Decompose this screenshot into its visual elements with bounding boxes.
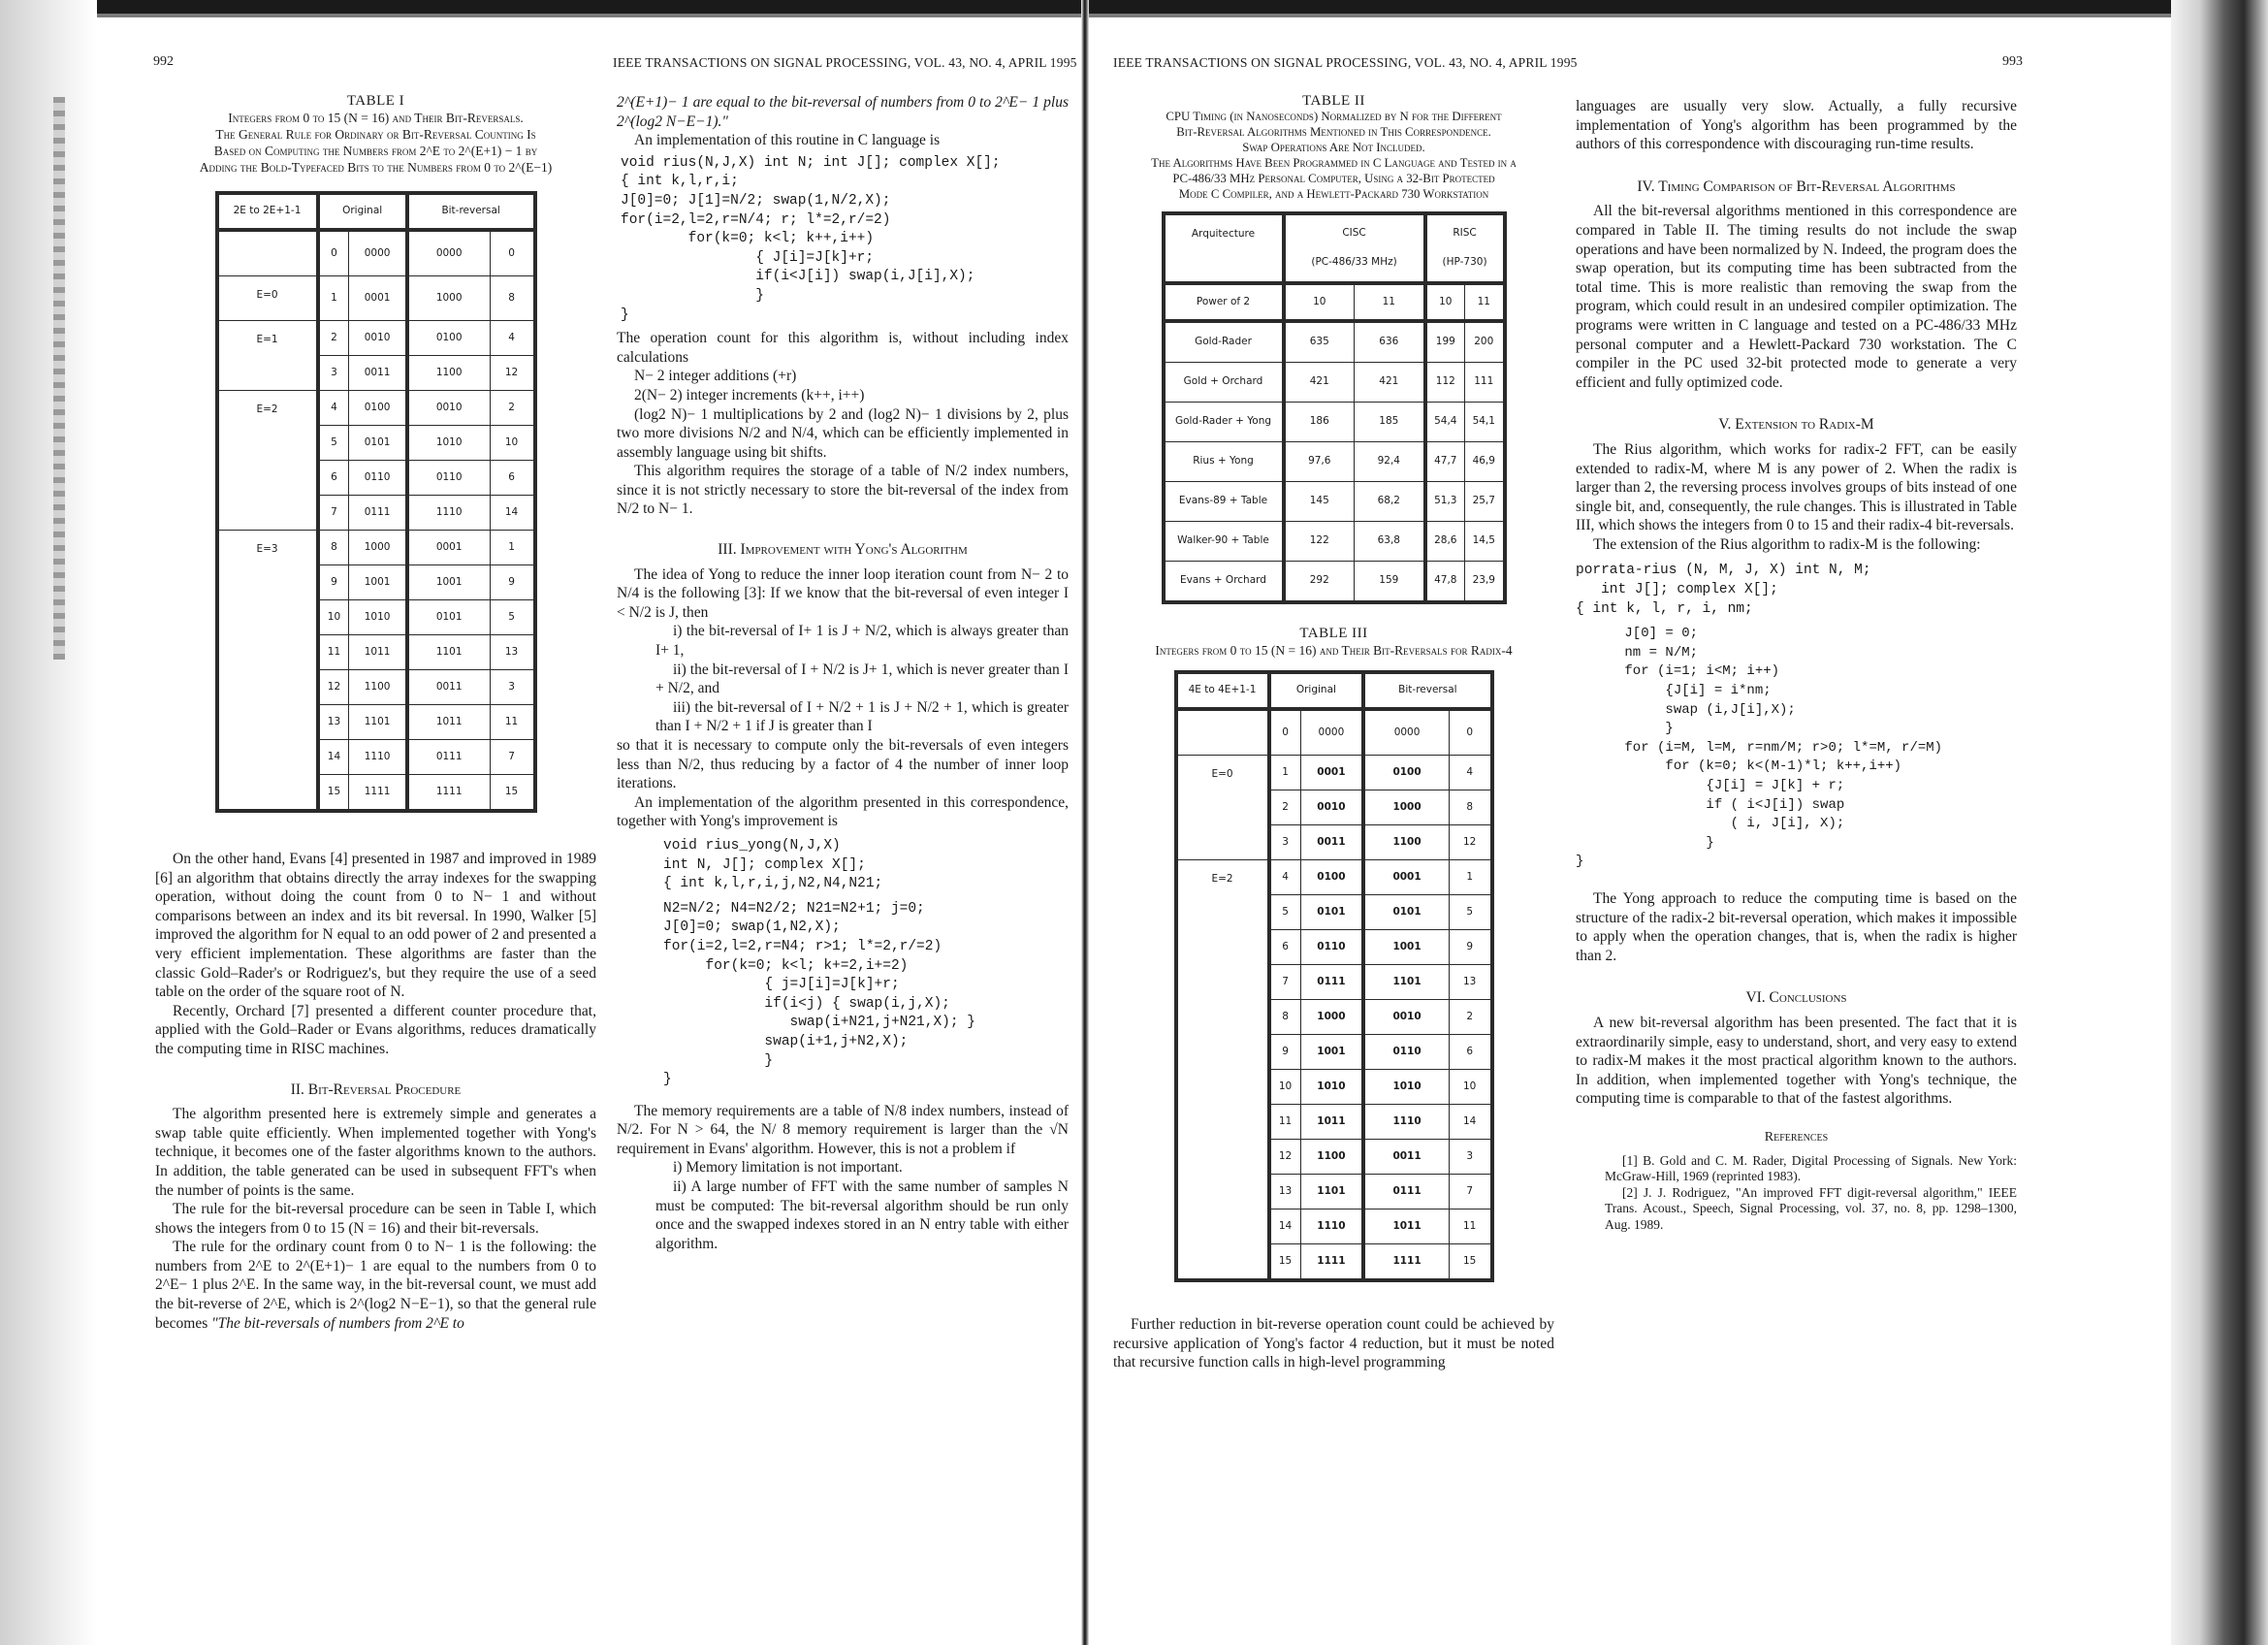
- timing-value: 63,8: [1355, 522, 1425, 562]
- code-porrata-rius-decl: porrata-rius (N, M, J, X) int N, M; int J[]; complex X[]; { int k, l, r, i, nm;: [1576, 563, 1871, 617]
- table-cell: 15: [490, 775, 534, 812]
- timing-value: 421: [1284, 363, 1355, 403]
- table-cell: 1101: [1363, 965, 1449, 1000]
- timing-value: 111: [1465, 363, 1505, 403]
- table-cell: 6: [1449, 1035, 1491, 1070]
- table-cell: 0011: [349, 356, 407, 391]
- table2-caption: [1113, 93, 1554, 202]
- table-row: [1164, 363, 1505, 403]
- table1-header: Original: [318, 193, 407, 230]
- table-cell: 12: [1269, 1140, 1301, 1175]
- table-cell: 1111: [1300, 1244, 1363, 1281]
- table-cell: 9: [490, 565, 534, 600]
- table-cell: 0011: [407, 670, 490, 705]
- table2-caption-line: The Algorithms Have Been Programmed in C Language and Tested in a: [1151, 156, 1517, 170]
- table-row: [1164, 562, 1505, 603]
- scan-binding-mark: [53, 97, 65, 660]
- timing-value: 23,9: [1465, 562, 1505, 603]
- scan-top-shadow: [0, 14, 2268, 17]
- paragraph: Recently, Orchard [7] presented a different counter procedure that, applied with the Gold–Rader or Evans algorithms, reduces dramatically the computing time in RISC machines.: [155, 1002, 596, 1057]
- table-cell: 12: [1449, 825, 1491, 860]
- scan-right-edge: [2171, 0, 2268, 1645]
- table-cell: 15: [318, 775, 349, 812]
- timing-value: 68,2: [1355, 482, 1425, 522]
- table-cell: 1: [318, 276, 349, 321]
- table-cell: 0: [1269, 709, 1301, 756]
- table-cell: 0010: [407, 391, 490, 426]
- table-row: [217, 531, 535, 565]
- section-heading-4: IV. Timing Comparison of Bit-Reversal Algorithms: [1637, 177, 1956, 195]
- table1-title: TABLE I: [346, 93, 405, 109]
- table-cell: 0100: [349, 391, 407, 426]
- table-cell: 11: [490, 705, 534, 740]
- table-cell: 3: [318, 356, 349, 391]
- paragraph: so that it is necessary to compute only the bit-reversals of even integers less than N/2, thus reducing by a factor of 4 the number of inner loop iterations.: [617, 737, 1069, 792]
- paragraph: This algorithm requires the storage of a table of N/2 index numbers, since it is not strictly necessary to store the bit-reversal of the index from N/2 to N− 1.: [617, 463, 1069, 518]
- algorithm-name: Evans + Orchard: [1164, 562, 1284, 603]
- table-cell: 1011: [349, 635, 407, 670]
- table-row: [217, 321, 535, 356]
- table-cell: 4: [1269, 860, 1301, 895]
- table-cell: 0001: [407, 531, 490, 565]
- table2-caption-line: CPU Timing (in Nanoseconds) Normalized by N for the Different: [1166, 110, 1502, 123]
- table2-header-cisc: [1284, 213, 1425, 283]
- table-cell: 0000: [1300, 709, 1363, 756]
- table-cell: 1100: [1300, 1140, 1363, 1175]
- table-cell: 2: [1449, 1000, 1491, 1035]
- table-cell: 0010: [349, 321, 407, 356]
- table2-power-label: Power of 2: [1164, 283, 1284, 321]
- table-cell: 0000: [1363, 709, 1449, 756]
- table-cell: 1011: [407, 705, 490, 740]
- table-cell: 1100: [1363, 825, 1449, 860]
- column-1: [155, 93, 596, 1333]
- algorithm-name: Gold-Rader + Yong: [1164, 403, 1284, 442]
- table-cell: 1: [490, 531, 534, 565]
- table2-caption-line: Mode C Compiler, and a Hewlett-Packard 730 Workstation: [1178, 187, 1489, 201]
- paragraph: languages are usually very slow. Actually, a fully recursive implementation of Yong's algorithm has been programmed by the authors of this correspondence with discouraging run-time results.: [1576, 98, 2017, 153]
- column-4: [1576, 97, 2017, 1233]
- table-cell: 2: [490, 391, 534, 426]
- column-3: [1113, 93, 1554, 1372]
- paragraph: A new bit-reversal algorithm has been presented. The fact that it is extraordinarily simple, easy to understand, short, and very easy to extend to radix-M makes it the most practical algorithm known to the authors. In addition, when implemented together with Yong's technique, the computing time is comparable to that of the fastest algorithms.: [1576, 1014, 2017, 1108]
- list-item: ii) the bit-reversal of I + N/2 is J+ 1, which is never greater than I + N/2, and: [655, 661, 1069, 697]
- timing-value: 25,7: [1465, 482, 1505, 522]
- timing-value: 54,4: [1425, 403, 1465, 442]
- table-cell: 0001: [1363, 860, 1449, 895]
- timing-value: 14,5: [1465, 522, 1505, 562]
- timing-value: 112: [1425, 363, 1465, 403]
- table1-caption-line: Adding the Bold-Typefaced Bits to the Numbers from 0 to 2^(E−1): [199, 160, 553, 175]
- timing-value: 122: [1284, 522, 1355, 562]
- table-cell: 1110: [1300, 1210, 1363, 1244]
- table-cell: 0111: [1363, 1175, 1449, 1210]
- section-heading-3: III. Improvement with Yong's Algorithm: [718, 541, 968, 559]
- table3-title: TABLE III: [1299, 626, 1368, 641]
- table-cell: 10: [318, 600, 349, 635]
- table-cell: 11: [318, 635, 349, 670]
- table-row: [1164, 522, 1505, 562]
- timing-value: 92,4: [1355, 442, 1425, 482]
- timing-value: 54,1: [1465, 403, 1505, 442]
- table-cell: 13: [1449, 965, 1491, 1000]
- table3-caption-line: Integers from 0 to 15 (N = 16) and Their Bit-Reversals for Radix-4: [1155, 643, 1513, 658]
- table-cell: 10: [490, 426, 534, 461]
- table-cell: 7: [1269, 965, 1301, 1000]
- table-row: [1164, 482, 1505, 522]
- timing-value: 636: [1355, 321, 1425, 363]
- table-cell: 0101: [349, 426, 407, 461]
- timing-value: 186: [1284, 403, 1355, 442]
- timing-value: 51,3: [1425, 482, 1465, 522]
- table-cell: 0011: [1363, 1140, 1449, 1175]
- table-cell: 5: [1269, 895, 1301, 930]
- scan-left-edge: [0, 0, 97, 1645]
- table-cell: 1100: [407, 356, 490, 391]
- table-cell: 3: [1449, 1140, 1491, 1175]
- table-cell: 9: [1449, 930, 1491, 965]
- table-row: [217, 276, 535, 321]
- table-row: [217, 391, 535, 426]
- table-cell: 15: [1269, 1244, 1301, 1281]
- table1-group: E=0: [217, 276, 318, 321]
- table-cell: 14: [318, 740, 349, 775]
- paragraph: [155, 1238, 596, 1333]
- list-item: ii) A large number of FFT with the same number of samples N must be computed: The bit-reversal algorithm should be run only once and the swapped indexes stored in an N entry table with either algorithm.: [655, 1178, 1069, 1252]
- table2-header-risc-sub: (HP-730): [1442, 256, 1487, 268]
- table-cell: 5: [490, 600, 534, 635]
- paragraph-text: The rule for the ordinary count from 0 to N− 1 is the following: the numbers from 2^E to 2^(E+1)− 1 are equal to the numbers from 0 to 2^E− 1 plus 2^E. In the same way, in the bit-reversal count, we must add the bit-reverse of 2^E, which is 2^(log2 N−E−1), so that the general rule becomes: [155, 1239, 596, 1332]
- table2-header-risc-label: RISC: [1453, 227, 1477, 240]
- paragraph: The operation count for this algorithm is, without including index calculations: [617, 330, 1069, 366]
- table-cell: 13: [490, 635, 534, 670]
- paragraph: The rule for the bit-reversal procedure can be seen in Table I, which shows the integers from 0 to 15 (N = 16) and their bit-reversals.: [155, 1201, 596, 1237]
- table-cell: 1111: [1363, 1244, 1449, 1281]
- timing-value: 200: [1465, 321, 1505, 363]
- algorithm-name: Walker-90 + Table: [1164, 522, 1284, 562]
- table1-caption-line: Integers from 0 to 15 (N = 16) and Their Bit-Reversals.: [228, 111, 524, 125]
- table3-caption: [1113, 626, 1554, 659]
- section-heading-6: VI. Conclusions: [1745, 989, 1847, 1007]
- table-cell: 12: [318, 670, 349, 705]
- algorithm-name: Evans-89 + Table: [1164, 482, 1284, 522]
- table-cell: 1001: [407, 565, 490, 600]
- table1-group: E=3: [217, 531, 318, 812]
- list-item: i) Memory limitation is not important.: [673, 1159, 903, 1177]
- table-cell: 1010: [349, 600, 407, 635]
- table2: [1162, 211, 1507, 604]
- table-cell: 1011: [1363, 1210, 1449, 1244]
- table1-group: [217, 230, 318, 276]
- algorithm-name: Rius + Yong: [1164, 442, 1284, 482]
- table-cell: 4: [318, 391, 349, 426]
- table-cell: 1010: [1363, 1070, 1449, 1105]
- table-cell: 1111: [407, 775, 490, 812]
- list-item: i) the bit-reversal of I+ 1 is J + N/2, which is always greater than I+ 1,: [655, 623, 1069, 660]
- table-cell: 5: [318, 426, 349, 461]
- algorithm-name: Gold + Orchard: [1164, 363, 1284, 403]
- page-number-right: 993: [2002, 54, 2023, 69]
- table-cell: 0111: [1300, 965, 1363, 1000]
- table-cell: 1: [1269, 756, 1301, 790]
- table-cell: 0100: [1300, 860, 1363, 895]
- table-cell: 1000: [407, 276, 490, 321]
- code-porrata-rius-body: J[0] = 0; nm = N/M; for (i=1; i<M; i++) {J[i] = i*nm; swap (i,J[i],X); } for (i=M, l=M, r=nm/M; r>0; l*=M, r/=M) for (k=0; k<(M-1)*l; k++,i++) {J[i] = J[k] + r; if ( i<J[i]) swap ( i, J[i], X); } }: [1576, 626, 1943, 870]
- table-row: [1164, 442, 1505, 482]
- table1-header: Bit-reversal: [407, 193, 535, 230]
- table3-header: Original: [1269, 672, 1364, 709]
- table-cell: 0010: [1363, 1000, 1449, 1035]
- paragraph: The idea of Yong to reduce the inner loop iteration count from N− 2 to N/4 is the following [3]: If we know that the bit-reversal of even integer I < N/2 is J, then: [617, 565, 1069, 621]
- timing-value: 185: [1355, 403, 1425, 442]
- table-row: [1164, 321, 1505, 363]
- table-row: [1176, 756, 1492, 790]
- table-cell: 0111: [349, 496, 407, 531]
- table-cell: 10: [1449, 1070, 1491, 1105]
- table2-power: 10: [1284, 283, 1355, 321]
- reference-item: [2] J. J. Rodriguez, "An improved FFT digit-reversal algorithm," IEEE Trans. Acoust., Speech, Signal Processing, vol. 37, no. 8, pp. 1298–1300, Aug. 1989.: [1605, 1184, 2017, 1232]
- paragraph: The Rius algorithm, which works for radix-2 FFT, can be easily extended to radix-M, where M is any power of 2. When the radix is larger than 2, the reversing process involves groups of bits instead of one single bit, and, consequently, the rule changes. This is illustrated in Table III, which shows the integers from 0 to 15 and their radix-4 bit-reversals.: [1576, 440, 2017, 534]
- section-heading-5: V. Extension to Radix-M: [1718, 416, 1874, 434]
- paragraph: An implementation of this routine in C language is: [634, 132, 941, 149]
- table2-header-cisc-label: CISC: [1342, 227, 1366, 240]
- table-cell: 14: [1449, 1105, 1491, 1140]
- timing-value: 145: [1284, 482, 1355, 522]
- table1-caption: [155, 93, 596, 176]
- table2-header-cisc-sub: (PC-486/33 MHz): [1311, 256, 1397, 268]
- table2-caption-line: Bit-Reversal Algorithms Mentioned in This Correspondence.: [1176, 125, 1491, 139]
- table2-caption-line: PC-486/33 MHz Personal Computer, Using a 32-Bit Protected: [1172, 172, 1495, 185]
- table-cell: 0001: [1300, 756, 1363, 790]
- table-cell: 7: [1449, 1175, 1491, 1210]
- paragraph: Further reduction in bit-reverse operation count could be achieved by recursive application of Yong's factor 4 reduction, but it must be noted that recursive function calls in high-level programming: [1113, 1316, 1554, 1371]
- table-cell: 0101: [407, 600, 490, 635]
- table-cell: 8: [318, 531, 349, 565]
- table-cell: 0: [490, 230, 534, 276]
- table-cell: 14: [490, 496, 534, 531]
- table2-power: 10: [1425, 283, 1465, 321]
- table3-header: 4E to 4E+1-1: [1176, 672, 1269, 709]
- timing-value: 47,8: [1425, 562, 1465, 603]
- table-cell: 1110: [349, 740, 407, 775]
- timing-value: 199: [1425, 321, 1465, 363]
- table-cell: 1000: [1300, 1000, 1363, 1035]
- op-count-item: (log2 N)− 1 multiplications by 2 and (log2 N)− 1 divisions by 2, plus two more divisions N/2 and N/4, which can be efficiently implemented in assembly language using bit shifts.: [617, 405, 1069, 461]
- scan-top-edge: [0, 0, 2268, 14]
- table2-power: 11: [1355, 283, 1425, 321]
- timing-value: 46,9: [1465, 442, 1505, 482]
- table3-group: E=2: [1176, 860, 1269, 1281]
- table-cell: 1101: [1300, 1175, 1363, 1210]
- table3-group: E=0: [1176, 756, 1269, 860]
- table2-power: 11: [1465, 283, 1505, 321]
- table-cell: 1001: [349, 565, 407, 600]
- table-cell: 1110: [1363, 1105, 1449, 1140]
- table-cell: 2: [1269, 790, 1301, 825]
- table-cell: 0: [318, 230, 349, 276]
- rule-quote: "The bit-reversals of numbers from 2^E to: [211, 1314, 464, 1332]
- paragraph: An implementation of the algorithm presented in this correspondence, together with Yong's improvement is: [617, 793, 1069, 830]
- references-heading: References: [1764, 1129, 1829, 1145]
- table2-caption-line: Swap Operations Are Not Included.: [1242, 141, 1425, 154]
- table-cell: 0101: [1300, 895, 1363, 930]
- table-cell: 3: [1269, 825, 1301, 860]
- table-cell: 4: [1449, 756, 1491, 790]
- table1: [215, 191, 537, 813]
- table-cell: 0111: [407, 740, 490, 775]
- table-cell: 1001: [1363, 930, 1449, 965]
- table-cell: 1011: [1300, 1105, 1363, 1140]
- paragraph: The algorithm presented here is extremely simple and generates a swap table quite efficiently. When implemented together with Yong's technique, it becomes one of the faster algorithms known to the authors. In addition, the table generated can be used in subsequent FFT's when the number of points is the same.: [155, 1106, 596, 1199]
- algorithm-name: Gold-Rader: [1164, 321, 1284, 363]
- table-cell: 5: [1449, 895, 1491, 930]
- table-cell: 1010: [407, 426, 490, 461]
- table-cell: 15: [1449, 1244, 1491, 1281]
- table1-group: E=2: [217, 391, 318, 531]
- code-rius-yong-body: N2=N/2; N4=N2/2; N21=N2+1; j=0; J[0]=0; swap(1,N2,X); for(i=2,l=2,r=N4; r>1; l*=2,r/=2) for(k=0; k<l; k+=2,i+=2) { j=J[i]=J[k]+r; if(i<j) { swap(i,j,X); swap(i+N21,j+N21,X); } swap(i+1,j+N2,X); } }: [663, 900, 975, 1088]
- table-cell: 1101: [349, 705, 407, 740]
- table-cell: 0001: [349, 276, 407, 321]
- timing-value: 28,6: [1425, 522, 1465, 562]
- table-cell: 3: [490, 670, 534, 705]
- table-cell: 9: [318, 565, 349, 600]
- table-cell: 6: [1269, 930, 1301, 965]
- table-cell: 0110: [1363, 1035, 1449, 1070]
- table-cell: 1010: [1300, 1070, 1363, 1105]
- table-cell: 7: [490, 740, 534, 775]
- table-cell: 0000: [349, 230, 407, 276]
- table-cell: 1101: [407, 635, 490, 670]
- table-cell: 1110: [407, 496, 490, 531]
- table-cell: 0110: [407, 461, 490, 496]
- timing-value: 635: [1284, 321, 1355, 363]
- column-2: [617, 93, 1069, 1253]
- running-head-left: IEEE TRANSACTIONS ON SIGNAL PROCESSING, VOL. 43, NO. 4, APRIL 1995: [613, 55, 1077, 70]
- timing-value: 159: [1355, 562, 1425, 603]
- book-spine: [1081, 0, 1089, 1645]
- op-count-item: 2(N− 2) integer increments (k++, i++): [634, 386, 865, 403]
- list-item: iii) the bit-reversal of I + N/2 + 1 is J + N/2 + 1, which is greater than I + N/2 + 1 if J is greater than I: [655, 698, 1069, 735]
- table-cell: 6: [318, 461, 349, 496]
- table-cell: 1: [1449, 860, 1491, 895]
- table-cell: 1100: [349, 670, 407, 705]
- table3: [1174, 670, 1494, 1282]
- code-rius: void rius(N,J,X) int N; int J[]; complex X[]; { int k,l,r,i; J[0]=0; J[1]=N/2; swap(1,N/2,X); for(i=2,l=2,r=N/4; r; l*=2,r/=2) for(k=0; k<l; k++,i++) { J[i]=J[k]+r; if(i<J[i]) swap(i,J[i],X); } }: [621, 154, 1001, 323]
- table1-caption-line: The General Rule for Ordinary or Bit-Reversal Counting Is: [215, 127, 536, 142]
- table-cell: 11: [1449, 1210, 1491, 1244]
- timing-value: 47,7: [1425, 442, 1465, 482]
- table-cell: 0: [1449, 709, 1491, 756]
- table-cell: 13: [1269, 1175, 1301, 1210]
- table-cell: 2: [318, 321, 349, 356]
- table-cell: 0101: [1363, 895, 1449, 930]
- table-cell: 12: [490, 356, 534, 391]
- table-cell: 4: [490, 321, 534, 356]
- timing-value: 421: [1355, 363, 1425, 403]
- table3-group: [1176, 709, 1269, 756]
- table-row: [1176, 860, 1492, 895]
- paragraph: All the bit-reversal algorithms mentioned in this correspondence are compared in Table II. The timing results do not include the swap operations and have been normalized by N. Indeed, the program does the swap operation, but its computing time has been subtracted from the total time. This is more realistic than removing the swap from the program, which could result in an undesired compiler optimization. The programs were written in C language and tested on a PC-486/33 MHz personal computer and a Hewlett-Packard 730 workstation. The C compiler in the PC used 32-bit protected mode to generate a very efficient and fully optimized code.: [1576, 203, 2017, 391]
- table-cell: 0000: [407, 230, 490, 276]
- table-cell: 1000: [1363, 790, 1449, 825]
- table2-header-arch: Arquitecture: [1164, 213, 1284, 283]
- table-cell: 6: [490, 461, 534, 496]
- table1-caption-line: Based on Computing the Numbers from 2^E to 2^(E+1) − 1 by: [213, 144, 538, 158]
- reference-item: [1] B. Gold and C. M. Rader, Digital Processing of Signals. New York: McGraw-Hill, 1969 (reprinted 1983).: [1605, 1152, 2017, 1183]
- page-number-left: 992: [153, 54, 174, 69]
- paragraph: The memory requirements are a table of N/8 index numbers, instead of N/2. For N > 64, the N/ 8 memory requirement is larger than the √N requirement in Evans' algorithm. However, this is not a problem if: [617, 1102, 1069, 1157]
- paragraph: The Yong approach to reduce the computing time is based on the structure of the radix-2 bit-reversal operation, which makes it impossible to apply when the operation changes, that is, when the radix is higher than 2.: [1576, 889, 2017, 964]
- table-cell: 0010: [1300, 790, 1363, 825]
- table-cell: 0100: [1363, 756, 1449, 790]
- code-rius-yong-decl: void rius_yong(N,J,X) int N, J[]; complex X[]; { int k,l,r,i,j,N2,N4,N21;: [663, 837, 883, 892]
- table-cell: 7: [318, 496, 349, 531]
- table2-header-risc: [1425, 213, 1505, 283]
- rule-quote-continued: 2^(E+1)− 1 are equal to the bit-reversal of numbers from 0 to 2^E− 1 plus 2^(log2 N−E−1).": [617, 94, 1069, 130]
- table2-title: TABLE II: [1302, 93, 1365, 109]
- table-cell: 1111: [349, 775, 407, 812]
- table-row: [217, 230, 535, 276]
- table-cell: 0100: [407, 321, 490, 356]
- running-head-right: IEEE TRANSACTIONS ON SIGNAL PROCESSING, VOL. 43, NO. 4, APRIL 1995: [1113, 55, 1578, 70]
- paragraph: On the other hand, Evans [4] presented in 1987 and improved in 1989 [6] an algorithm that obtains directly the array indexes for the swapping operation, without doing the count from 0 to N− 1 and without comparisons between an index and its bit reversal. In 1990, Walker [5] improved the algorithm for N equal to an odd power of 2 and presented a very efficient implementation. These algorithms are faster than the classic Gold–Rader's or Rodriguez's, but they require the use of a seed table on the order of the square root of N.: [155, 851, 596, 1001]
- timing-value: 97,6: [1284, 442, 1355, 482]
- table-row: [1176, 709, 1492, 756]
- table-cell: 8: [1449, 790, 1491, 825]
- section-heading-2: II. Bit-Reversal Procedure: [290, 1081, 462, 1098]
- timing-value: 292: [1284, 562, 1355, 603]
- table-cell: 1000: [349, 531, 407, 565]
- table-cell: 1001: [1300, 1035, 1363, 1070]
- table-cell: 11: [1269, 1105, 1301, 1140]
- table-cell: 8: [1269, 1000, 1301, 1035]
- table-row: [1164, 403, 1505, 442]
- table-cell: 10: [1269, 1070, 1301, 1105]
- paragraph: The extension of the Rius algorithm to radix-M is the following:: [1593, 535, 1981, 553]
- table-cell: 0011: [1300, 825, 1363, 860]
- table-cell: 13: [318, 705, 349, 740]
- table3-header: Bit-reversal: [1363, 672, 1491, 709]
- table1-group: E=1: [217, 321, 318, 391]
- table-cell: 8: [490, 276, 534, 321]
- table-cell: 0110: [349, 461, 407, 496]
- table1-header: 2E to 2E+1-1: [217, 193, 318, 230]
- table-cell: 0110: [1300, 930, 1363, 965]
- table-cell: 9: [1269, 1035, 1301, 1070]
- op-count-item: N− 2 integer additions (+r): [634, 368, 797, 385]
- table-cell: 14: [1269, 1210, 1301, 1244]
